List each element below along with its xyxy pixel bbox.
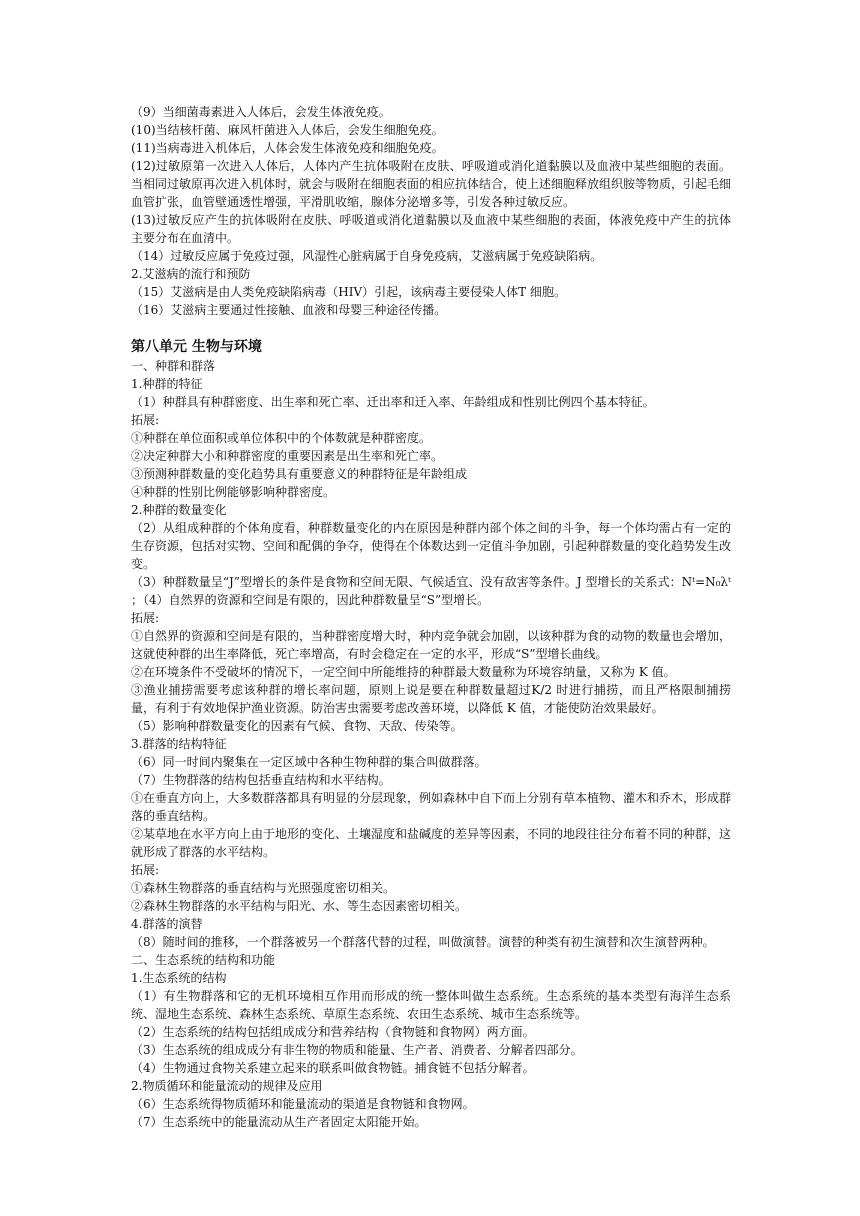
text-line: （14）过敏反应属于免疫过强，风湿性心脏病属于自身免疫病，艾滋病属于免疫缺陷病。 [131, 249, 603, 263]
text-line: ②森林生物群落的水平结构与阳光、水、等生态因素密切相关。 [131, 899, 468, 913]
subsection-title: 1.种群的特征 [131, 377, 203, 391]
text-line: （9）当细菌毒素进入人体后，会发生体液免疫。 [131, 105, 391, 119]
text-line: （7）生态系统中的能量流动从生产者固定太阳能开始。 [131, 1115, 427, 1129]
text-line: ①种群在单位面积或单位体积中的个体数就是种群密度。 [131, 431, 432, 445]
text-line: ①在垂直方向上，大多数群落都具有明显的分层现象，例如森林中自下而上分别有草本植物、灌木和乔木，形成群落的垂直结构。 [131, 791, 732, 823]
text-line: ④种群的性别比例能够影响种群密度。 [131, 485, 336, 499]
extension-label: 拓展: [131, 611, 160, 625]
unit-content [131, 357, 731, 1131]
text-line: （7）生物群落的结构包括垂直结构和水平结构。 [131, 773, 391, 787]
text-line: ③渔业捕捞需要考虑该种群的增长率问题，原则上说是要在种群数量超过K/2 时进行捕捞，而且严格限制捕捞量，有利于有效地保护渔业资源。防治害虫需要考虑改善环境，以降低 K 值，才能使防治效果最好。 [131, 683, 731, 715]
subsection-title: 3.群落的结构特征 [131, 737, 227, 751]
text-line: （8）随时间的推移，一个群落被另一个群落代替的过程，叫做演替。演替的种类有初生演替和次生演替两种。 [131, 935, 715, 949]
text-line: ②在环境条件不受破坏的情况下，一定空间中所能维持的种群最大数量称为环境容纳量，又称为 K 值。 [131, 665, 676, 679]
immunity-section [131, 103, 731, 319]
section-title: 一、种群和群落 [131, 359, 216, 373]
text-line: （16）艾滋病主要通过性接触、血液和母婴三种途径传播。 [131, 303, 447, 317]
text-line: (12)过敏原第一次进入人体后，人体内产生抗体吸附在皮肤、呼吸道或消化道黏膜以及血液中某些细胞的表面。当相同过敏原再次进入机体时，就会与吸附在细胞表面的相应抗体结合，使上述细胞释放组织胺等物质，引起毛细血管扩张，血管壁通透性增强，平滑肌收缩，腺体分泌增多等，引发各种过敏反应。 [131, 159, 732, 209]
text-line: （3）生态系统的组成成分有非生物的物质和能量、生产者、消费者、分解者四部分。 [131, 1043, 583, 1057]
text-line: （4）生物通过食物关系建立起来的联系叫做食物链。捕食链不包括分解者。 [131, 1061, 535, 1075]
subsection-title: 4.群落的演替 [131, 917, 203, 931]
text-line: ①森林生物群落的垂直结构与光照强度密切相关。 [131, 881, 396, 895]
document-page [131, 103, 731, 1131]
extension-label: 拓展: [131, 863, 160, 877]
text-line: （6）同一时间内聚集在一定区域中各种生物种群的集合叫做群落。 [131, 755, 487, 769]
text-line: （5）影响种群数量变化的因素有气候、食物、天敌、传染等。 [131, 719, 463, 733]
text-line: (10)当结核杆菌、麻风杆菌进入人体后，会发生细胞免疫。 [131, 123, 444, 137]
subsection-title: 2.艾滋病的流行和预防 [131, 267, 251, 281]
text-line: （3）种群数量呈“J”型增长的条件是食物和空间无限、气候适宜、没有敌害等条件。J 型增长的关系式：Nᵗ=N₀λᵗ ；（4）自然界的资源和空间是有限的，因此种群数量呈“S”型增长。 [131, 575, 731, 607]
extension-label: 拓展: [131, 413, 160, 427]
text-line: ②决定种群大小和种群密度的重要因素是出生率和死亡率。 [131, 449, 444, 463]
text-line: （2）从组成种群的个体角度看，种群数量变化的内在原因是种群内部个体之间的斗争，每一个体均需占有一定的生存资源，包括对实物、空间和配偶的争夺，使得在个体数达到一定值斗争加剧，引起种群数量的变化趋势发生改变。 [131, 521, 732, 571]
text-line: （6）生态系统得物质循环和能量流动的渠道是食物链和食物网。 [131, 1097, 475, 1111]
text-line: （1）种群具有种群密度、出生率和死亡率、迁出率和迁入率、年龄组成和性别比例四个基本特征。 [131, 395, 655, 409]
text-line: ①自然界的资源和空间是有限的，当种群密度增大时，种内竞争就会加剧，以该种群为食的动物的数量也会增加，这就使种群的出生率降低，死亡率增高，有时会稳定在一定的水平，形成“S”型增长曲线。 [131, 629, 732, 661]
text-line: ③预测种群数量的变化趋势具有重要意义的种群特征是年龄组成 [131, 467, 468, 481]
text-line: (13)过敏反应产生的抗体吸附在皮肤、呼吸道或消化道黏膜以及血液中某些细胞的表面，体液免疫中产生的抗体主要分布在血清中。 [131, 213, 731, 245]
text-line: （2）生态系统的结构包括组成成分和营养结构（食物链和食物网）两方面。 [131, 1025, 535, 1039]
text-line: （1）有生物群落和它的无机环境相互作用而形成的统一整体叫做生态系统。生态系统的基本类型有海洋生态系统、湿地生态系统、森林生态系统、草原生态系统、农田生态系统、城市生态系统等。 [131, 989, 731, 1021]
text-line: ②某草地在水平方向上由于地形的变化、土壤湿度和盐碱度的差异等因素，不同的地段往往分布着不同的种群，这就形成了群落的水平结构。 [131, 827, 732, 859]
subsection-title: 2.物质循环和能量流动的规律及应用 [131, 1079, 323, 1093]
subsection-title: 1.生态系统的结构 [131, 971, 227, 985]
text-line: （15）艾滋病是由人类免疫缺陷病毒（HIV）引起，该病毒主要侵染人体T 细胞。 [131, 285, 566, 299]
subsection-title: 2.种群的数量变化 [131, 503, 227, 517]
section-title: 二、生态系统的结构和功能 [131, 953, 276, 967]
text-line: (11)当病毒进入机体后，人体会发生体液免疫和细胞免疫。 [131, 141, 444, 155]
unit-heading: 第八单元 生物与环境 [131, 339, 262, 355]
